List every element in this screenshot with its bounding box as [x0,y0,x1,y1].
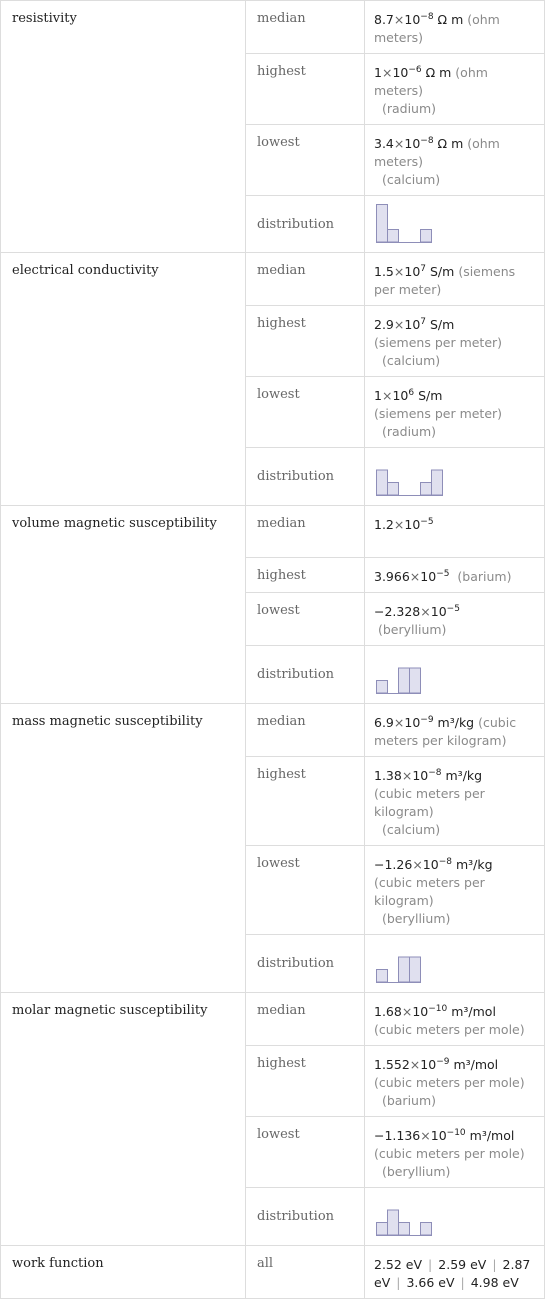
property-name: mass magnetic susceptibility [1,704,246,993]
sub-label: all [246,1246,365,1299]
sub-label: distribution [246,935,365,993]
value-cell: $3.4\times 10^{-8}$ Ω m (ohm meters) (calcium) [365,125,545,196]
sub-label: median [246,993,365,1046]
property-name: resistivity [1,1,246,253]
value-cell: $-1.26\times 10^{-8}$ m³/kg (cubic meters per kilogram) (beryllium) [365,846,545,935]
histogram-bar [399,668,410,693]
value-cell: $1.552\times 10^{-9}$ m³/mol (cubic meters per mole) (barium) [365,1046,545,1117]
value-cell: $3.966\times 10^{-5}$ (barium) [365,558,545,593]
table-row [1,993,545,1046]
sub-label: highest [246,558,365,593]
histogram-bar [388,482,399,495]
sub-label: distribution [246,448,365,506]
histogram-bar [399,957,410,982]
sub-label: median [246,253,365,306]
sub-label: median [246,704,365,757]
property-name: volume magnetic susceptibility [1,506,246,704]
property-name: electrical conductivity [1,253,246,506]
histogram-bar [388,230,399,243]
sub-label: highest [246,1046,365,1117]
property-name: work function [1,1246,246,1299]
histogram-bar [377,680,388,693]
sub-label: lowest [246,377,365,448]
table-row [1,506,545,558]
sub-label: lowest [246,1117,365,1188]
distribution-histogram [374,456,454,498]
histogram-bar [421,230,432,243]
distribution-histogram [374,1196,454,1238]
distribution-histogram [374,203,454,245]
value-cell: $1.38\times 10^{-8}$ m³/kg (cubic meters per kilogram) (calcium) [365,757,545,846]
value-list: 2.52 eV | 2.59 eV | 2.87 eV | 3.66 eV | 4.98 eV [365,1246,545,1299]
property-name: molar magnetic susceptibility [1,993,246,1246]
table-row [1,1246,545,1299]
value-cell: $6.9\times 10^{-9}$ m³/kg (cubic meters per kilogram) [365,704,545,757]
sub-label: lowest [246,846,365,935]
histogram-bar [377,969,388,982]
histogram-bar [421,1222,432,1235]
sub-label: distribution [246,646,365,704]
table-row [1,1,545,54]
histogram-bar [377,470,388,495]
distribution-cell [365,448,545,506]
value-cell: $1.5\times 10^7$ S/m (siemens per meter) [365,253,545,306]
value-cell: $1\times 10^{-6}$ Ω m (ohm meters) (radium) [365,54,545,125]
histogram-bar [410,668,421,693]
distribution-cell [365,935,545,993]
value-cell: $-1.136\times 10^{-10}$ m³/mol (cubic meters per mole) (beryllium) [365,1117,545,1188]
table-row [1,253,545,306]
sub-label: lowest [246,125,365,196]
sub-label: distribution [246,196,365,253]
value-cell: $-2.328\times 10^{-5}$ (beryllium) [365,593,545,646]
histogram-bar [377,205,388,243]
histogram-bar [432,470,443,495]
histogram-bar [377,1222,388,1235]
histogram-bar [388,1210,399,1235]
value-cell: $8.7\times 10^{-8}$ Ω m (ohm meters) [365,1,545,54]
sub-label: lowest [246,593,365,646]
sub-label: highest [246,54,365,125]
distribution-cell [365,196,545,253]
distribution-histogram [374,943,454,985]
value-cell: $2.9\times 10^7$ S/m (siemens per meter) (calcium) [365,306,545,377]
histogram-bar [399,1222,410,1235]
sub-label: median [246,506,365,558]
sub-label: median [246,1,365,54]
sub-label: highest [246,757,365,846]
histogram-bar [421,482,432,495]
value-cell: $1.2\times 10^{-5}$ [365,506,545,558]
sub-label: distribution [246,1188,365,1246]
distribution-cell [365,646,545,704]
sub-label: highest [246,306,365,377]
value-cell: $1\times 10^6$ S/m (siemens per meter) (radium) [365,377,545,448]
histogram-bar [410,957,421,982]
distribution-histogram [374,654,454,696]
value-cell: $1.68\times 10^{-10}$ m³/mol (cubic meters per mole) [365,993,545,1046]
table-row [1,704,545,757]
distribution-cell [365,1188,545,1246]
